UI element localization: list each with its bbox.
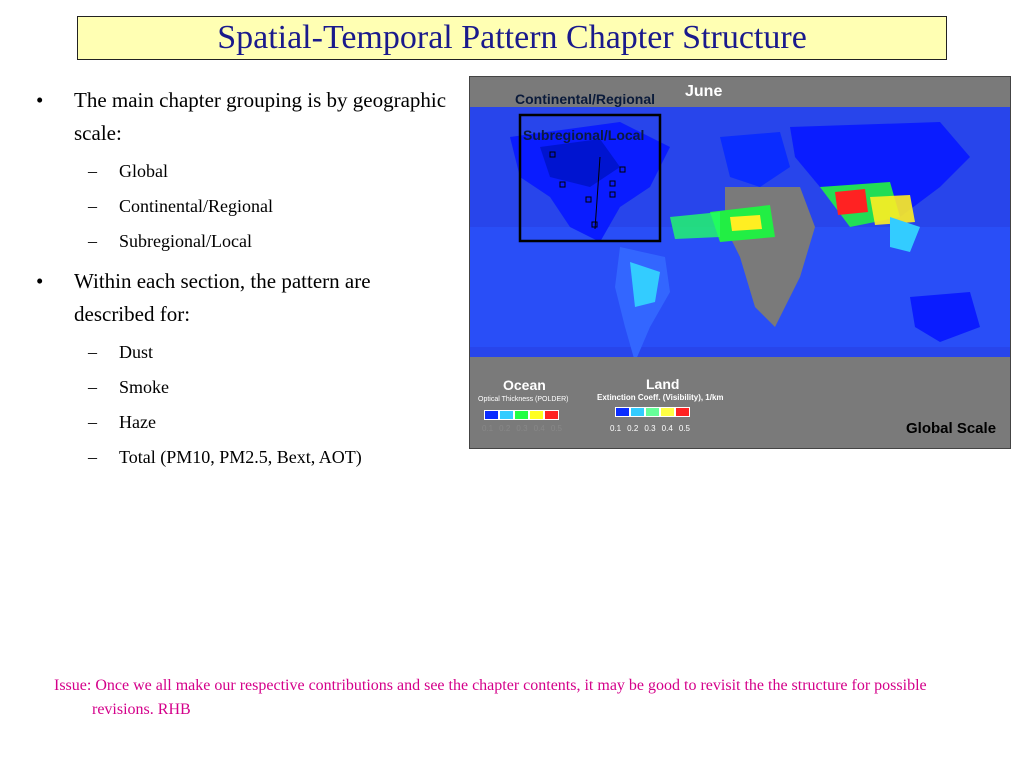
sub-bullet-list xyxy=(74,154,452,259)
land-tick: 0.2 xyxy=(627,424,639,433)
land-tick: 0.3 xyxy=(644,424,656,433)
ocean-swatch xyxy=(499,410,514,420)
sub-bullet-list xyxy=(74,335,452,475)
ocean-swatch xyxy=(529,410,544,420)
subregional-local-label: Subregional/Local xyxy=(523,127,645,143)
slide-title: Spatial-Temporal Pattern Chapter Structure xyxy=(217,19,807,56)
land-legend-title: Extinction Coeff. (Visibility), 1/km xyxy=(597,393,724,402)
ocean-scale-ticks xyxy=(480,424,564,433)
bullet-list xyxy=(32,84,452,481)
sub-bullet-item: – Total (PM10, PM2.5, Bext, AOT) xyxy=(74,440,452,475)
land-swatch xyxy=(615,407,630,417)
land-swatch xyxy=(645,407,660,417)
land-swatch xyxy=(660,407,675,417)
land-swatch xyxy=(675,407,690,417)
ocean-swatch xyxy=(514,410,529,420)
ocean-tick: 0.1 xyxy=(481,424,494,433)
bullet-text: The main chapter grouping is by geographic scale: xyxy=(74,88,447,145)
issue-note: Issue: Once we all make our respective contributions and see the chapter contents, it may be good to revisit the the structure for possible revisions. RHB xyxy=(54,677,927,718)
bullet-text: Within each section, the pattern are described for: xyxy=(74,269,371,326)
ocean-tick: 0.5 xyxy=(550,424,562,433)
land-color-scale xyxy=(615,407,690,417)
ocean-legend-title: Optical Thickness (POLDER) xyxy=(478,396,569,403)
bullet-item xyxy=(32,84,452,259)
continental-regional-label: Continental/Regional xyxy=(515,91,655,107)
sub-bullet-item: – Subregional/Local xyxy=(74,224,452,259)
ocean-tick: 0.2 xyxy=(499,424,511,433)
title-box xyxy=(77,16,947,60)
sub-bullet-item: – Dust xyxy=(74,335,452,370)
ocean-swatch xyxy=(544,410,559,420)
ocean-swatch xyxy=(484,410,499,420)
ocean-tick: 0.3 xyxy=(516,424,528,433)
world-aerosol-map xyxy=(469,76,1011,449)
land-swatch xyxy=(630,407,645,417)
month-label: June xyxy=(685,83,723,100)
sub-bullet-item: – Global xyxy=(74,154,452,189)
bullet-item xyxy=(32,265,452,475)
ocean-tick: 0.4 xyxy=(533,424,545,433)
land-scale-ticks xyxy=(608,424,692,433)
land-tick: 0.1 xyxy=(609,424,622,433)
land-tick: 0.4 xyxy=(661,424,673,433)
land-legend-label: Land xyxy=(646,376,680,392)
ocean-color-scale xyxy=(484,410,559,420)
ocean-legend-label: Ocean xyxy=(503,377,546,393)
global-scale-label: Global Scale xyxy=(906,420,997,437)
land-tick: 0.5 xyxy=(678,424,690,433)
sub-bullet-item: – Smoke xyxy=(74,370,452,405)
sub-bullet-item: – Haze xyxy=(74,405,452,440)
sub-bullet-item: – Continental/Regional xyxy=(74,189,452,224)
